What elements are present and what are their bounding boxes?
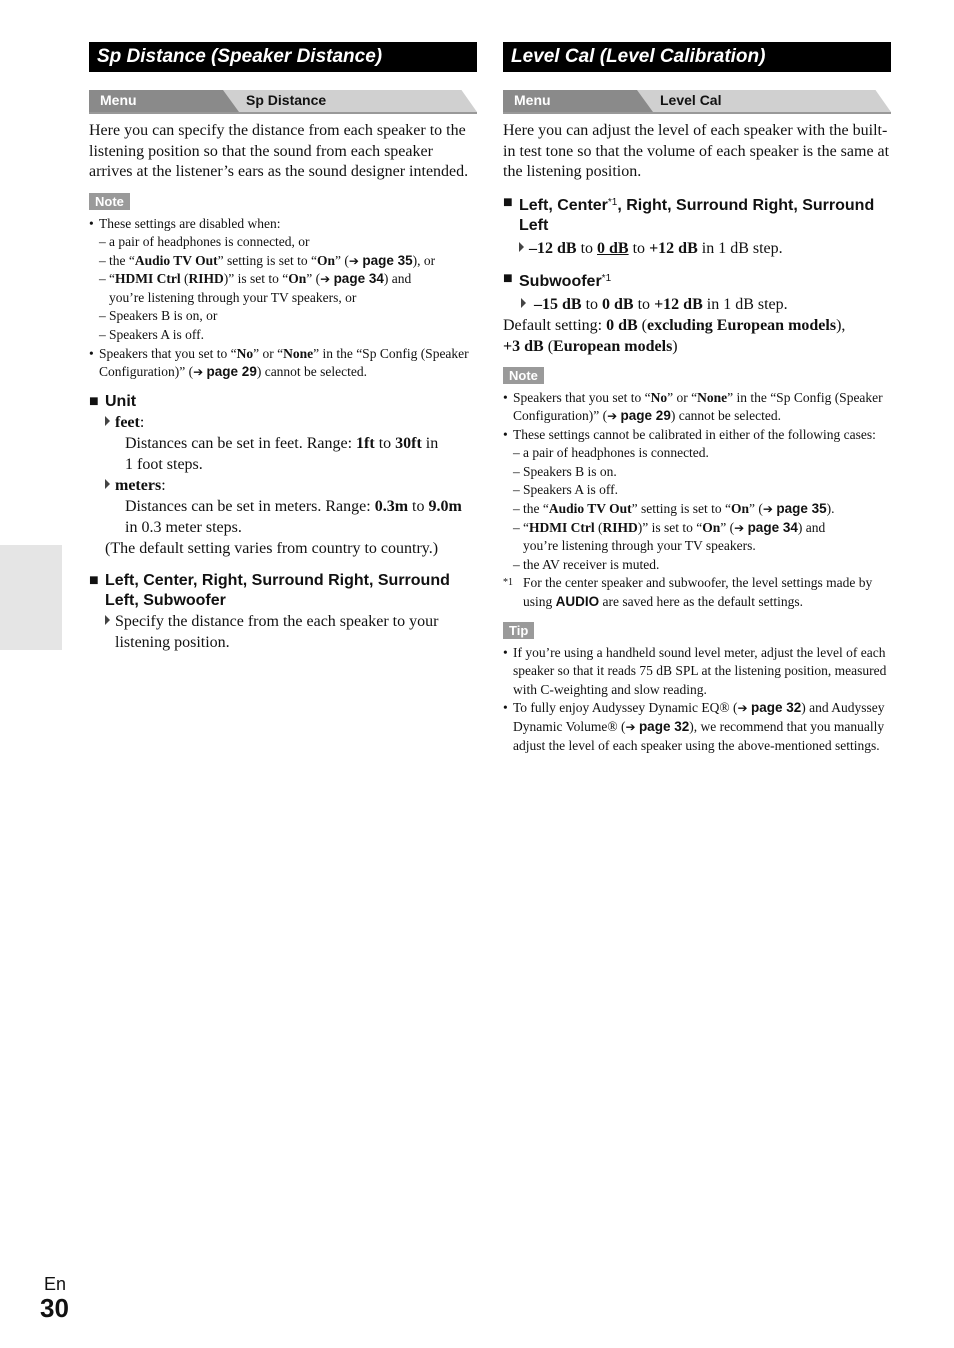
- note-label: Note: [89, 193, 130, 210]
- meters-option: meters:: [89, 475, 477, 496]
- menu-path-bar: [503, 90, 891, 114]
- unit-heading: ■ Unit: [89, 392, 137, 410]
- sp-distance-section: [89, 42, 477, 653]
- tip-block: • If you’re using a handheld sound level meter, adjust the level of each speaker so that it reads 75 dB SPL at the listening position, measured with C-weighting and slow reading. • To fully enjoy Audyssey Dynamic EQ® (➔ page 32) and Audyssey Dynamic Volume® (➔ page 32), we recommend that you manually adjust the level of each speaker using the above-mentioned settings.: [503, 644, 891, 756]
- lcr-level-range: –12 dB to 0 dB to +12 dB in 1 dB step.: [503, 238, 891, 259]
- feet-description: Distances can be set in feet. Range: 1ft to 30ft in 1 foot steps.: [125, 434, 439, 473]
- note-block: • Speakers that you set to “No” or “None” in the “Sp Config (Speaker Configuration)” (➔ page 29) cannot be selected. • These settings cannot be calibrated in either of the following cases: – a pair of headphones is connected. – Speakers B is on. – Speakers A is off. – the “Audio TV Out” setting is set to “On” (➔ page 35). – “HDMI Ctrl (RIHD)” is set to “On” (➔ page 34) and you’re listening through your TV speakers. – the AV receiver is muted. *1 For the center speaker and subwoofer, the level settings made by using AUDIO are saved here as the default settings.: [503, 389, 891, 612]
- level-cal-section: [503, 42, 891, 755]
- menu-item-label: Level Cal: [660, 92, 722, 108]
- default-varies-note: (The default setting varies from country to country.): [105, 539, 439, 557]
- note-label: Note: [503, 367, 544, 384]
- section-title: Level Cal (Level Calibration): [503, 42, 891, 72]
- tip-label: Tip: [503, 622, 534, 639]
- intro-paragraph: Here you can adjust the level of each speaker with the built-in test tone so that the volume of each speaker is the same at the listening position.: [503, 122, 890, 180]
- page-number: 30: [40, 1293, 69, 1323]
- footnote: *1 For the center speaker and subwoofer, the level settings made by using AUDIO are saved here as the default settings.: [503, 575, 873, 610]
- language-label: En: [44, 1274, 67, 1294]
- lcr-level-heading: ■ Left, Center$^{*1}$, Right, Surround Right, Surround Left: [503, 193, 875, 234]
- intro-paragraph: Here you can specify the distance from each speaker to the listening position so that the sound from each speaker arrives at the listener’s ears as the sound designer intended.: [89, 122, 469, 180]
- subwoofer-range: –15 dB to 0 dB to +12 dB in 1 dB step.: [503, 294, 891, 315]
- menu-item-label: Sp Distance: [246, 92, 327, 108]
- lcr-description: Specify the distance from the each speaker to your listening position.: [89, 611, 477, 653]
- menu-label: Menu: [100, 92, 137, 108]
- side-thumb-tab: [0, 545, 62, 650]
- lcr-heading: ■ Left, Center, Right, Surround Right, Surround Left, Subwoofer: [89, 571, 450, 609]
- section-title: Sp Distance (Speaker Distance): [89, 42, 477, 72]
- menu-label: Menu: [514, 92, 551, 108]
- feet-option: feet:: [89, 412, 477, 433]
- subwoofer-heading: ■ Subwoofer$^{*1}$: [503, 269, 612, 290]
- menu-path-bar: [89, 90, 477, 114]
- meters-description: Distances can be set in meters. Range: 0.3m to 9.0m in 0.3 meter steps.: [125, 497, 462, 536]
- default-setting: Default setting: 0 dB (excluding European models), +3 dB (European models): [503, 316, 846, 355]
- note-block: • These settings are disabled when: – a pair of headphones is connected, or – the “Audio TV Out” setting is set to “On” (➔ page 35), or – “HDMI Ctrl (RIHD)” is set to “On” (➔ page 34) and you’re listening through your TV speakers, or – Speakers B is on, or – Speakers A is off. • Speakers that you set to “No” or “None” in the “Sp Config (Speaker Configuration)” (➔ page 29) cannot be selected.: [89, 215, 477, 382]
